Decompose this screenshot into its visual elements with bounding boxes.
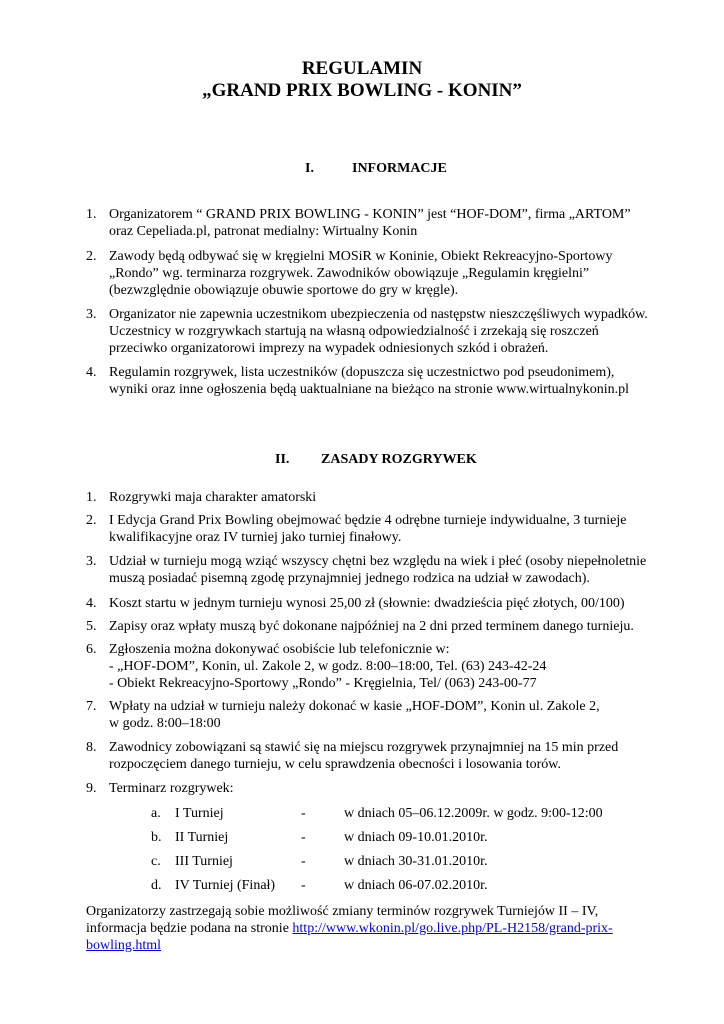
- item-text-line: Terminarz rozgrywek:: [109, 781, 234, 796]
- note-text-line-3: [86, 937, 686, 954]
- item-number: 1.: [86, 490, 97, 505]
- item-text-line: przeciwko organizatorowi imprezy na wypadek odniesionych szkód i obrażeń.: [109, 341, 549, 356]
- item-text-line: Zapisy oraz wpłaty muszą być dokonane najpóźniej na 2 dni przed terminem danego turnieju.: [109, 619, 634, 634]
- grand-prix-link-continued[interactable]: bowling.html: [86, 938, 162, 953]
- schedule-name: I Turniej: [175, 806, 224, 821]
- item-text-line: Udział w turnieju mogą wziąć wszyscy chętni bez względu na wiek i płeć (osoby niepełnoletnie: [109, 554, 647, 569]
- item-text-line: wyniki oraz inne ogłoszenia będą uaktualniane na bieżąco na stronie www.wirtualnykonin.pl: [109, 382, 630, 397]
- item-text-line: I Edycja Grand Prix Bowling obejmować będzie 4 odrębne turnieje indywidualne, 3 turnieje: [109, 513, 627, 528]
- title-line-2: „GRAND PRIX BOWLING - KONIN”: [202, 80, 522, 101]
- schedule-date: w dniach 06-07.02.2010r.: [344, 878, 488, 893]
- item-text-line: Rozgrywki maja charakter amatorski: [109, 490, 317, 505]
- item-text-line: Uczestnicy w rozgrywkach startują na własną odpowiedzialność i zrzekają się roszczeń: [109, 324, 599, 339]
- schedule-dash: -: [301, 878, 306, 893]
- section-1-title: INFORMACJE: [352, 161, 447, 176]
- item-number: 4.: [86, 596, 97, 611]
- item-text-line: rozpoczęciem danego turnieju, w celu sprawdzenia obecności i losowania torów.: [109, 757, 561, 772]
- item-text-line: oraz Cepeliada.pl, patronat medialny: Wirtualny Konin: [109, 224, 418, 239]
- item-number: 1.: [86, 207, 97, 222]
- note-text-line-2: [86, 920, 686, 937]
- schedule-row-d: [0, 877, 724, 894]
- schedule-name: II Turniej: [175, 830, 229, 845]
- item-number: 9.: [86, 781, 97, 796]
- schedule-dash: -: [301, 854, 306, 869]
- schedule-date: w dniach 30-31.01.2010r.: [344, 854, 488, 869]
- schedule-dash: -: [301, 830, 306, 845]
- item-number: 5.: [86, 619, 97, 634]
- item-number: 4.: [86, 365, 97, 380]
- document-title: [0, 58, 724, 102]
- schedule-row-c: [0, 853, 724, 870]
- section-2-title: ZASADY ROZGRYWEK: [321, 452, 477, 467]
- schedule-name: IV Turniej (Finał): [175, 878, 276, 893]
- schedule-letter: b.: [151, 830, 162, 845]
- item-text-line: - „HOF-DOM”, Konin, ul. Zakole 2, w godz. 8:00–18:00, Tel. (63) 243-42-24: [109, 659, 547, 674]
- item-text-line: Zawodnicy zobowiązani są stawić się na miejscu rozgrywek przynajmniej na 15 min przed: [109, 740, 619, 755]
- note-prefix: informacja będzie podana na stronie: [86, 921, 293, 936]
- section-1-number: I.: [305, 161, 314, 176]
- schedule-change-note: [86, 903, 686, 954]
- schedule-letter: a.: [151, 806, 161, 821]
- item-text-line: (bezwzględnie obowiązuje obuwie sportowe do gry w kręgle).: [109, 283, 459, 298]
- item-number: 2.: [86, 249, 97, 264]
- item-text-line: Zawody będą odbywać się w kręgielni MOSiR w Koninie, Obiekt Rekreacyjno-Sportowy: [109, 249, 613, 264]
- item-text-line: „Rondo” wg. terminarza rozgrywek. Zawodników obowiązuje „Regulamin kręgielni”: [109, 266, 590, 281]
- item-text-line: Regulamin rozgrywek, lista uczestników (dopuszcza się uczestnictwo pod pseudonimem),: [109, 365, 615, 380]
- item-number: 3.: [86, 554, 97, 569]
- item-text-line: Wpłaty na udział w turnieju należy dokonać w kasie „HOF-DOM”, Konin ul. Zakole 2,: [109, 699, 600, 714]
- schedule-row-b: [0, 829, 724, 846]
- item-text-line: Koszt startu w jednym turnieju wynosi 25,00 zł (słownie: dwadzieścia pięć złotych, 00/100): [109, 596, 625, 611]
- schedule-row-a: [0, 805, 724, 822]
- grand-prix-link[interactable]: http://www.wkonin.pl/go.live.php/PL-H2158/grand-prix-: [292, 921, 613, 936]
- item-number: 8.: [86, 740, 97, 755]
- item-text-line: Organizator nie zapewnia uczestnikom ubezpieczenia od następstw nieszczęśliwych wypadków.: [109, 307, 648, 322]
- item-number: 3.: [86, 307, 97, 322]
- note-text-line: Organizatorzy zastrzegają sobie możliwość zmiany terminów rozgrywek Turniejów II – IV,: [86, 904, 599, 919]
- schedule-letter: d.: [151, 878, 162, 893]
- schedule-letter: c.: [151, 854, 161, 869]
- item-text-line: w godz. 8:00–18:00: [109, 716, 221, 731]
- item-text-line: - Obiekt Rekreacyjno-Sportowy „Rondo” - Kręgielnia, Tel/ (063) 243-00-77: [109, 676, 537, 691]
- item-text-line: muszą posiadać pisemną zgodę przynajmniej jednego rodzica na udział w zawodach).: [109, 571, 590, 586]
- schedule-date: w dniach 05–06.12.2009r. w godz. 9:00-12:00: [344, 806, 603, 821]
- item-number: 7.: [86, 699, 97, 714]
- schedule-name: III Turniej: [175, 854, 233, 869]
- item-text-line: kwalifikacyjne oraz IV turniej jako turniej finałowy.: [109, 530, 402, 545]
- item-number: 2.: [86, 513, 97, 528]
- item-text-line: Zgłoszenia można dokonywać osobiście lub telefonicznie w:: [109, 642, 450, 657]
- schedule-dash: -: [301, 806, 306, 821]
- item-text-line: Organizatorem “ GRAND PRIX BOWLING - KONIN” jest “HOF-DOM”, firma „ARTOM”: [109, 207, 631, 222]
- title-line-1: REGULAMIN: [301, 58, 423, 79]
- schedule-date: w dniach 09-10.01.2010r.: [344, 830, 488, 845]
- item-number: 6.: [86, 642, 97, 657]
- section-2-number: II.: [275, 452, 290, 467]
